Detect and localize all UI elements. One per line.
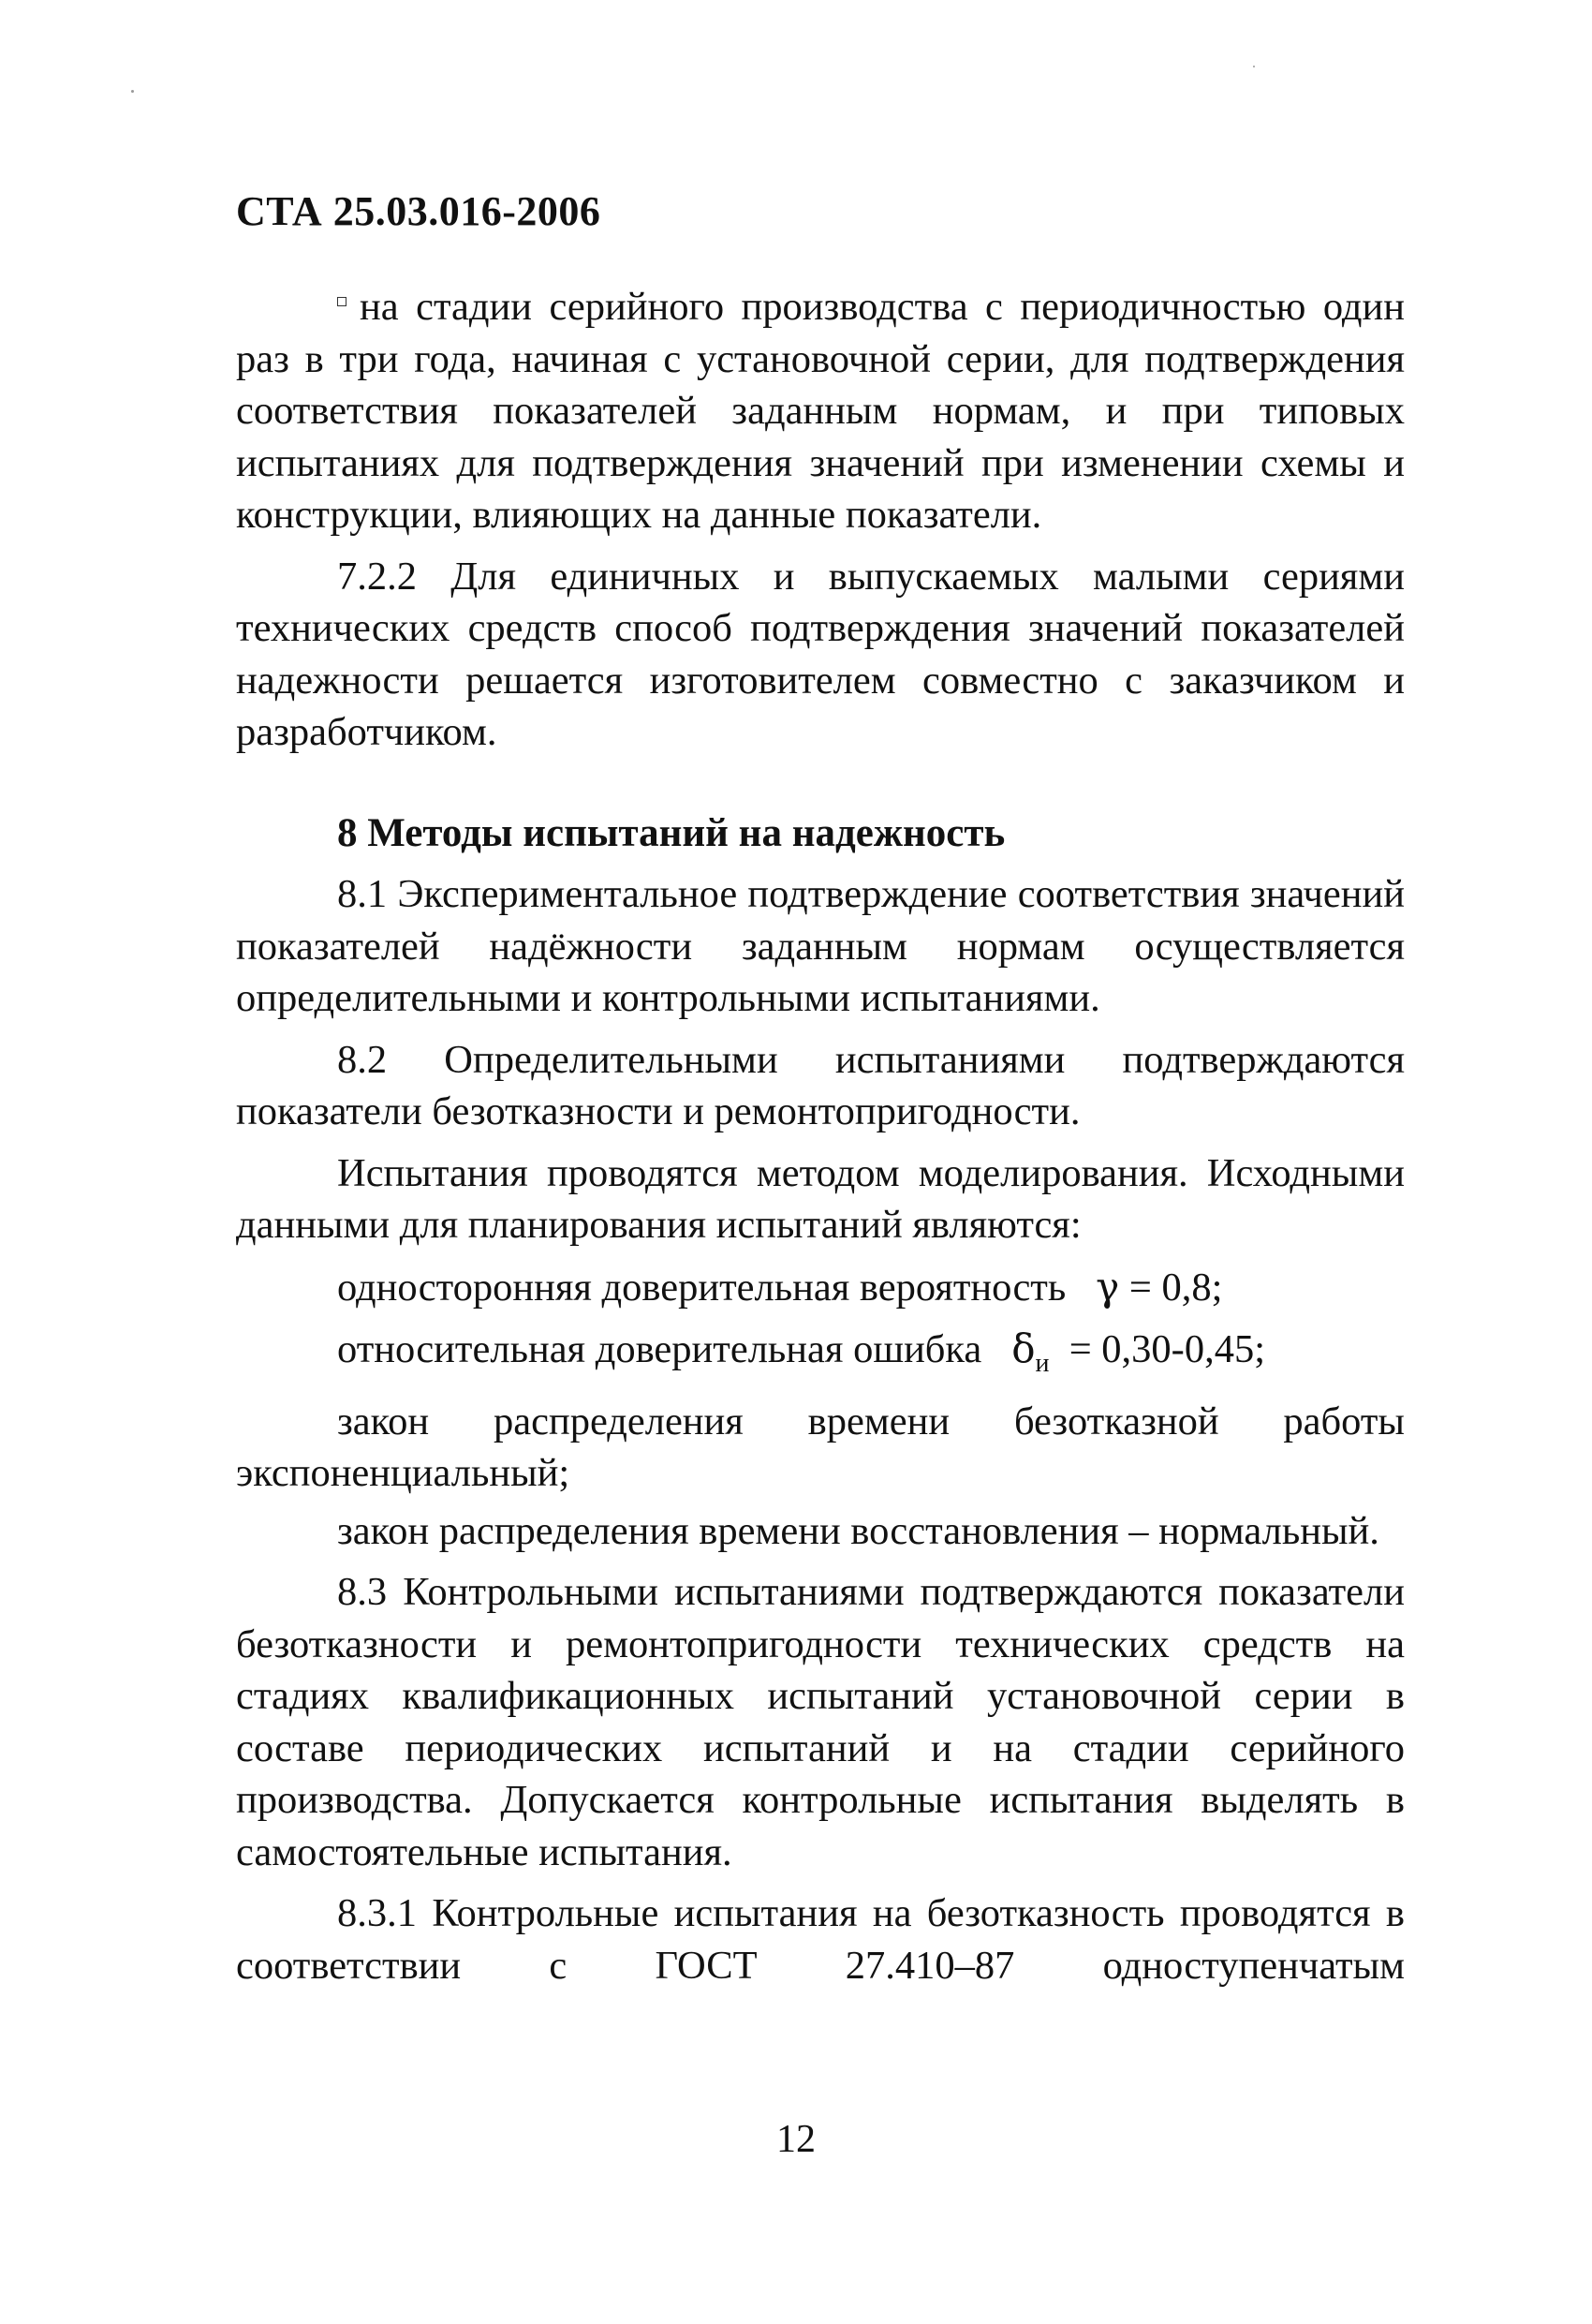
intro-paragraph-text: на стадии серийного производства с периодичностью один раз в три года, начиная с установочной серии, для подтверждения соответствия показателей заданным нормам, и при типовых испытаниях для подтверждения значений при изменении схемы и конструкции, влияющих на данные показатели. [236,285,1405,537]
section-title: 8 Методы испытаний на надежность [337,810,1006,855]
paragraph-8-2: 8.2 Определительными испытаниями подтверждаются показатели безотказности и ремонтопригодности. [236,1037,1405,1133]
list-item-recovery-law: закон распределения времени восстановления – нормальный. [337,1508,1379,1553]
probability-text: односторонняя доверительная вероятность [337,1265,1067,1310]
error-value: = 0,30-0,45; [1069,1327,1266,1371]
gamma-symbol: γ [1096,1263,1120,1310]
paragraph-8-3-1: 8.3.1 Контрольные испытания на безотказность проводятся в соответствии с ГОСТ 27.410–87 одноступенчатым [236,1891,1405,1988]
delta-subscript: и [1035,1349,1050,1378]
delta-symbol: δ [1011,1325,1036,1371]
scan-speck [131,90,134,93]
bullet-marker-icon [337,297,346,306]
scan-speck [1253,66,1255,67]
paragraph-8-3: 8.3 Контрольными испытаниями подтверждаются показатели безотказности и ремонтопригодности технических средств на стадиях квалификационных испытаний установочной серии в составе периодических испытаний и на стадии серийного производства. Допускается контрольные испытания выделять в самостоятельные испытания. [236,1570,1405,1874]
intro-paragraph [236,281,1405,541]
probability-value: = 0,8; [1128,1265,1223,1310]
list-item-error [236,1323,1405,1390]
paragraph-7-2-2: 7.2.2 Для единичных и выпускаемых малыми сериями технических средств способ подтверждения значений показателей надежности решается изготовителем совместно с заказчиком и разработчиком. [236,554,1405,754]
paragraph-tests: Испытания проводятся методом моделирования. Исходными данными для планирования испытаний являются: [236,1150,1405,1247]
document-body [236,281,1405,1991]
list-item-probability [236,1261,1405,1314]
document-header: СТА 25.03.016-2006 [236,188,601,234]
error-text: относительная доверительная ошибка [337,1327,982,1371]
list-item-failure-law: закон распределения времени безотказной работы экспоненциальный; [236,1399,1405,1495]
page-number: 12 [776,2118,816,2161]
paragraph-8-1: 8.1 Экспериментальное подтверждение соответствия значений показателей надёжности заданным нормам осуществляется определительными и контрольными испытаниями. [236,872,1405,1020]
